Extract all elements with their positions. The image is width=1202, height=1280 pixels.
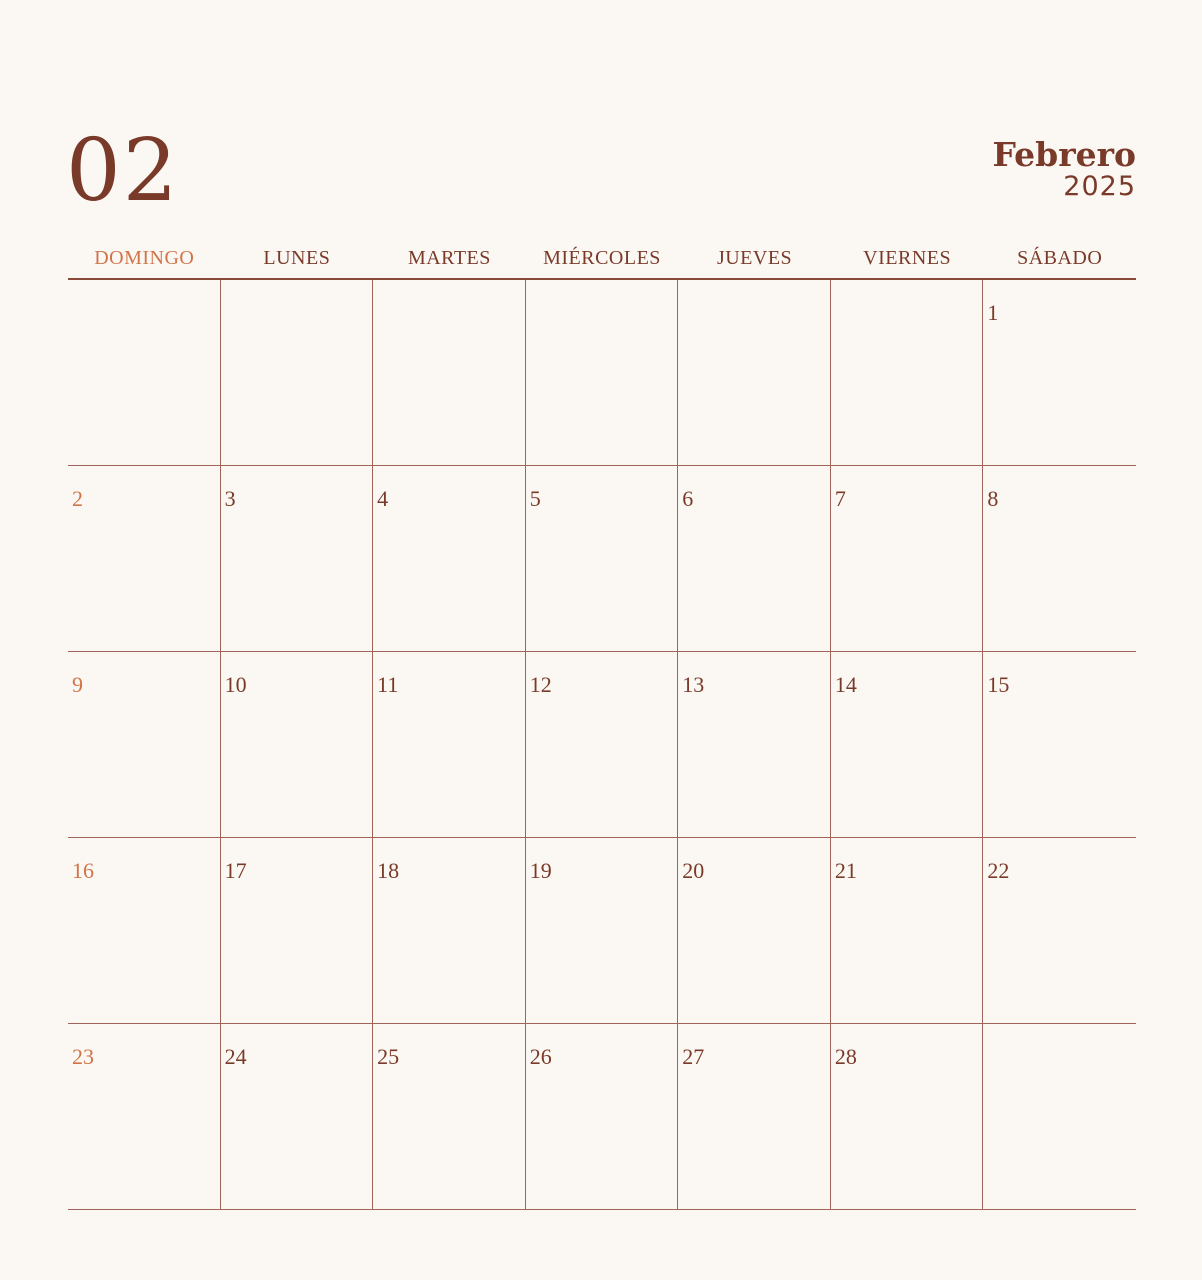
- calendar-cell[interactable]: [983, 838, 1136, 1024]
- day-number: 7: [834, 486, 846, 511]
- day-number: 9: [72, 672, 83, 697]
- calendar-cell[interactable]: [831, 1024, 984, 1210]
- calendar-cell[interactable]: [831, 652, 984, 838]
- day-number: 24: [224, 1044, 247, 1069]
- day-number: 16: [72, 858, 94, 883]
- day-number: 18: [377, 858, 400, 883]
- calendar-cell[interactable]: [678, 280, 831, 466]
- weekday-monday: LUNES: [263, 247, 331, 269]
- calendar-cell[interactable]: [68, 280, 221, 466]
- weekday-thursday: JUEVES: [716, 247, 793, 269]
- calendar-cell[interactable]: [373, 280, 526, 466]
- day-number: 5: [529, 486, 541, 511]
- weekday-sunday: DOMINGO: [94, 247, 195, 269]
- calendar-cell[interactable]: [68, 466, 221, 652]
- day-number: 4: [377, 486, 389, 511]
- calendar-cell[interactable]: [526, 1024, 679, 1210]
- day-number: 12: [529, 672, 552, 697]
- day-number: 17: [224, 858, 247, 883]
- calendar-cell[interactable]: [526, 280, 679, 466]
- day-number: 14: [834, 672, 857, 697]
- month-name: Febrero: [992, 135, 1136, 174]
- day-number: 10: [224, 672, 247, 697]
- calendar-cell[interactable]: [221, 838, 374, 1024]
- day-number: 8: [987, 486, 999, 511]
- calendar-cell[interactable]: [221, 280, 374, 466]
- day-number: 25: [377, 1044, 400, 1069]
- calendar-cell[interactable]: [831, 466, 984, 652]
- calendar-cell[interactable]: [678, 652, 831, 838]
- calendar-cell[interactable]: [983, 652, 1136, 838]
- weekday-header-row: [68, 247, 1136, 277]
- weekday-friday: VIERNES: [863, 247, 952, 269]
- day-number: 15: [987, 672, 1010, 697]
- calendar-cell[interactable]: [678, 466, 831, 652]
- day-number: 1: [987, 300, 999, 325]
- day-number: 19: [529, 858, 552, 883]
- calendar-cell[interactable]: [373, 1024, 526, 1210]
- calendar-cell[interactable]: [678, 1024, 831, 1210]
- day-number: 28: [834, 1044, 857, 1069]
- day-number: 3: [224, 486, 236, 511]
- calendar-cell[interactable]: [68, 652, 221, 838]
- calendar-cell[interactable]: [68, 838, 221, 1024]
- calendar-cell[interactable]: [983, 466, 1136, 652]
- weekday-tuesday: MARTES: [407, 247, 491, 269]
- calendar-grid: [68, 280, 1136, 1210]
- day-number: 6: [682, 486, 694, 511]
- calendar-cell[interactable]: [373, 466, 526, 652]
- calendar-cell[interactable]: [678, 838, 831, 1024]
- calendar-cell[interactable]: [373, 652, 526, 838]
- day-number: 20: [682, 858, 705, 883]
- calendar-cell[interactable]: [221, 466, 374, 652]
- weekday-wednesday: MIÉRCOLES: [543, 247, 661, 269]
- calendar-cell[interactable]: [373, 838, 526, 1024]
- day-number: 26: [529, 1044, 552, 1069]
- calendar-cell[interactable]: [221, 1024, 374, 1210]
- day-number: 21: [834, 858, 857, 883]
- calendar-cell[interactable]: [983, 1024, 1136, 1210]
- day-number: 22: [987, 858, 1010, 883]
- calendar-cell[interactable]: [526, 838, 679, 1024]
- day-number: 27: [682, 1044, 705, 1069]
- calendar-cell[interactable]: [526, 466, 679, 652]
- calendar-cell[interactable]: [831, 280, 984, 466]
- day-number: 11: [377, 672, 399, 697]
- calendar-cell[interactable]: [221, 652, 374, 838]
- day-number: 23: [72, 1044, 94, 1069]
- weekday-saturday: SÁBADO: [1017, 247, 1103, 269]
- month-number: 02: [66, 121, 180, 221]
- year: 2025: [1063, 171, 1136, 202]
- calendar-cell[interactable]: [983, 280, 1136, 466]
- calendar-cell[interactable]: [68, 1024, 221, 1210]
- day-number: 2: [72, 486, 83, 511]
- calendar-cell[interactable]: [831, 838, 984, 1024]
- day-number: 13: [682, 672, 705, 697]
- calendar-cell[interactable]: [526, 652, 679, 838]
